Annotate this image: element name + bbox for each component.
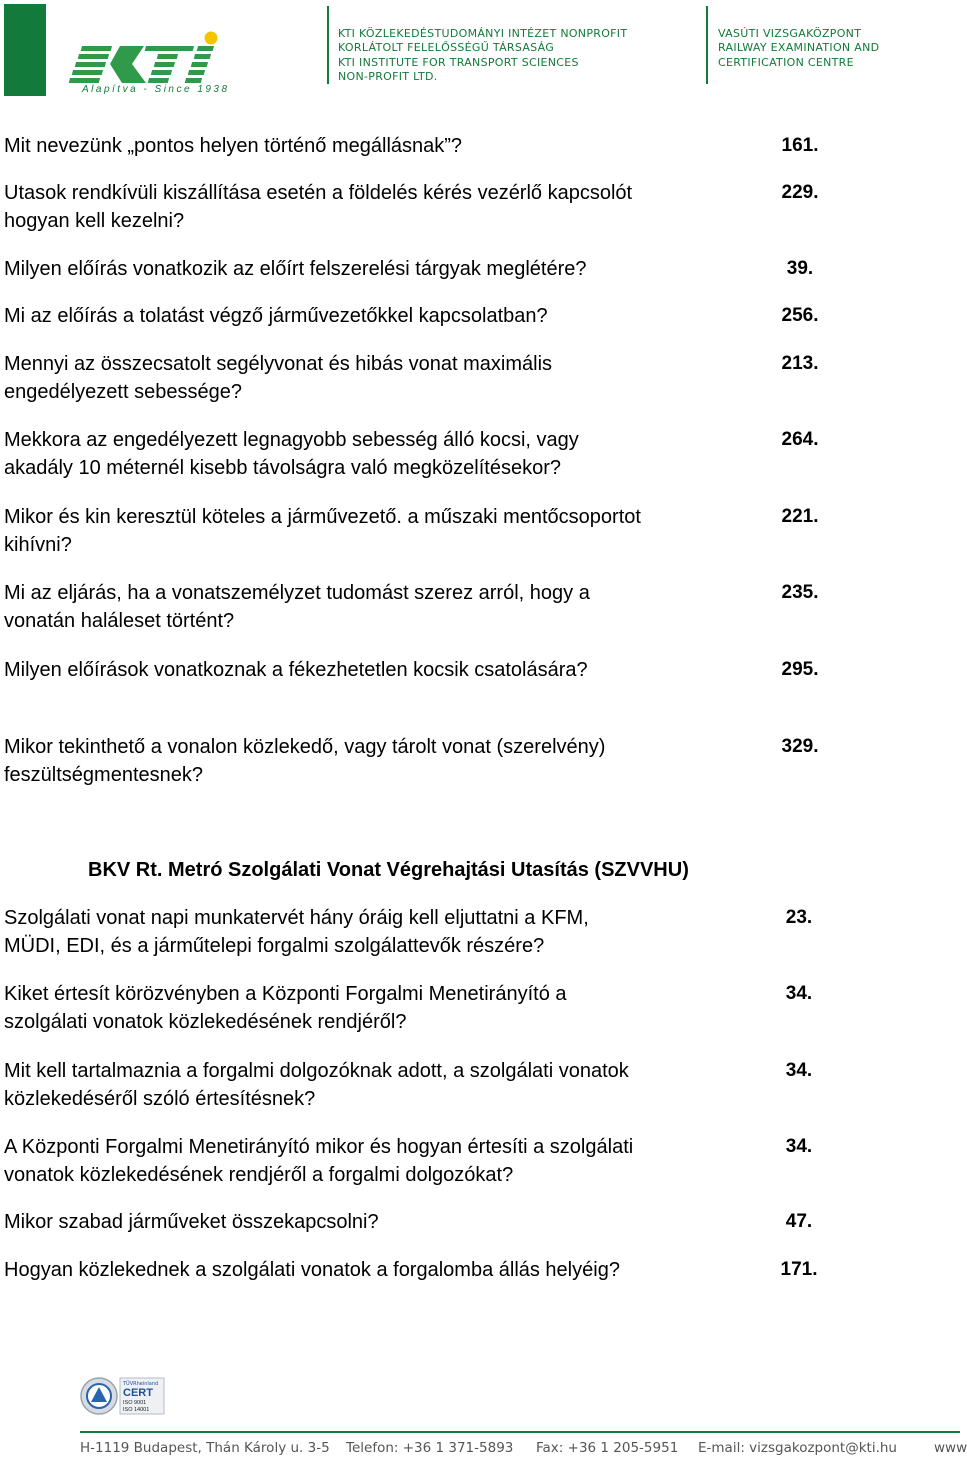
cert-iso-14001: ISO 14001 [123, 1407, 150, 1413]
question-text: Mekkora az engedélyezett legnagyobb sebesség álló kocsi, vagy akadály 10 méternél kisebb távolságra való megközelítésekor? [4, 429, 579, 479]
header-divider [706, 6, 708, 84]
logo-subtitle: Alapítva - Since 1938 [82, 84, 230, 95]
institute-line: KTI KÖZLEKEDÉSTUDOMÁNYI INTÉZET NONPROFIT [338, 27, 628, 40]
footer-fax: Fax: +36 1 205-5951 [536, 1440, 679, 1456]
question-text: Mikor tekinthető a vonalon közlekedő, vagy tárolt vonat (szerelvény) feszültségmentesnek? [4, 736, 606, 786]
question-number: 221. [781, 506, 819, 527]
question-text: Mikor szabad járműveket összekapcsolni? [4, 1211, 379, 1233]
institute-name [338, 27, 627, 84]
footer-website[interactable]: www [934, 1440, 967, 1456]
section-title: BKV Rt. Metró Szolgálati Vonat Végrehajtási Utasítás (SZVVHU) [88, 859, 689, 881]
header-green-bar [4, 4, 46, 96]
centre-line: VASÚTI VIZSGAKÖZPONT [718, 27, 862, 40]
institute-line: KORLÁTOLT FELELŐSSÉGŰ TÁRSASÁG [338, 41, 555, 55]
question-number: 256. [781, 305, 819, 326]
question-text: Szolgálati vonat napi munkatervét hány óráig kell eljuttatni a KFM, MÜDI, EDI, és a járműtelepi forgalmi szolgálattevők részére? [4, 907, 589, 957]
question-number: 295. [781, 659, 819, 680]
centre-name [718, 27, 879, 70]
question-number: 229. [781, 182, 819, 203]
question-number: 23. [785, 907, 813, 928]
institute-line: KTI INSTITUTE FOR TRANSPORT SCIENCES [338, 55, 579, 69]
institute-line: NON-PROFIT LTD. [338, 69, 438, 83]
question-number: 34. [785, 1136, 813, 1157]
cert-label: CERT [123, 1387, 153, 1399]
question-text: Milyen előírás vonatkozik az előírt felszerelési tárgyak meglétére? [4, 258, 587, 280]
question-number: 235. [781, 582, 819, 603]
header-divider [327, 6, 329, 84]
question-text: Utasok rendkívüli kiszállítása esetén a földelés kérés vezérlő kapcsolót hogyan kell kezelni? [4, 182, 633, 232]
question-number: 47. [785, 1211, 813, 1232]
tuv-cert-badge [80, 1376, 166, 1416]
question-text: Mikor és kin keresztül köteles a járművezető. a műszaki mentőcsoportot kihívni? [4, 506, 641, 556]
question-number: 213. [781, 353, 819, 374]
question-text: Mi az előírás a tolatást végző járművezetőkkel kapcsolatban? [4, 305, 548, 327]
question-text: Mennyi az összecsatolt segélyvonat és hibás vonat maximális engedélyezett sebessége? [4, 353, 553, 403]
centre-line: CERTIFICATION CENTRE [718, 55, 854, 69]
question-number: 171. [780, 1259, 818, 1280]
question-text: Hogyan közlekednek a szolgálati vonatok a forgalomba állás helyéig? [4, 1259, 620, 1281]
kti-logo-text: KTI [80, 30, 82, 31]
question-text: Mit nevezünk „pontos helyen történő megállásnak”? [4, 135, 463, 157]
footer-address: H-1119 Budapest, Thán Károly u. 3-5 [80, 1440, 330, 1456]
question-number: 34. [785, 983, 813, 1004]
cert-brand: TÜVRheinland [123, 1381, 159, 1387]
footer-phone: Telefon: +36 1 371-5893 [346, 1440, 514, 1456]
cert-iso-9001: ISO 9001 [123, 1400, 147, 1406]
question-number: 329. [781, 736, 819, 757]
question-number: 39. [786, 258, 814, 279]
question-text: Milyen előírások vonatkoznak a fékezhetetlen kocsik csatolására? [4, 659, 588, 681]
centre-line: RAILWAY EXAMINATION AND [718, 41, 880, 55]
question-text: A Központi Forgalmi Menetirányító mikor és hogyan értesíti a szolgálati vonatok közlekedésének rendjéről a forgalmi dolgozókat? [4, 1136, 634, 1186]
question-number: 161. [781, 135, 819, 156]
footer-divider [80, 1431, 960, 1433]
question-number: 264. [781, 429, 819, 450]
question-text: Kiket értesít körözvényben a Központi Forgalmi Menetirányító a szolgálati vonatok közlekedésének rendjéről? [4, 983, 567, 1033]
footer-email[interactable]: E-mail: vizsgakozpont@kti.hu [698, 1440, 897, 1456]
question-number: 34. [785, 1060, 813, 1081]
question-text: Mi az eljárás, ha a vonatszemélyzet tudomást szerez arról, hogy a vonatán haláleset történt? [4, 582, 590, 632]
question-text: Mit kell tartalmaznia a forgalmi dolgozóknak adott, a szolgálati vonatok közlekedéséről szóló értesítésnek? [4, 1060, 629, 1110]
